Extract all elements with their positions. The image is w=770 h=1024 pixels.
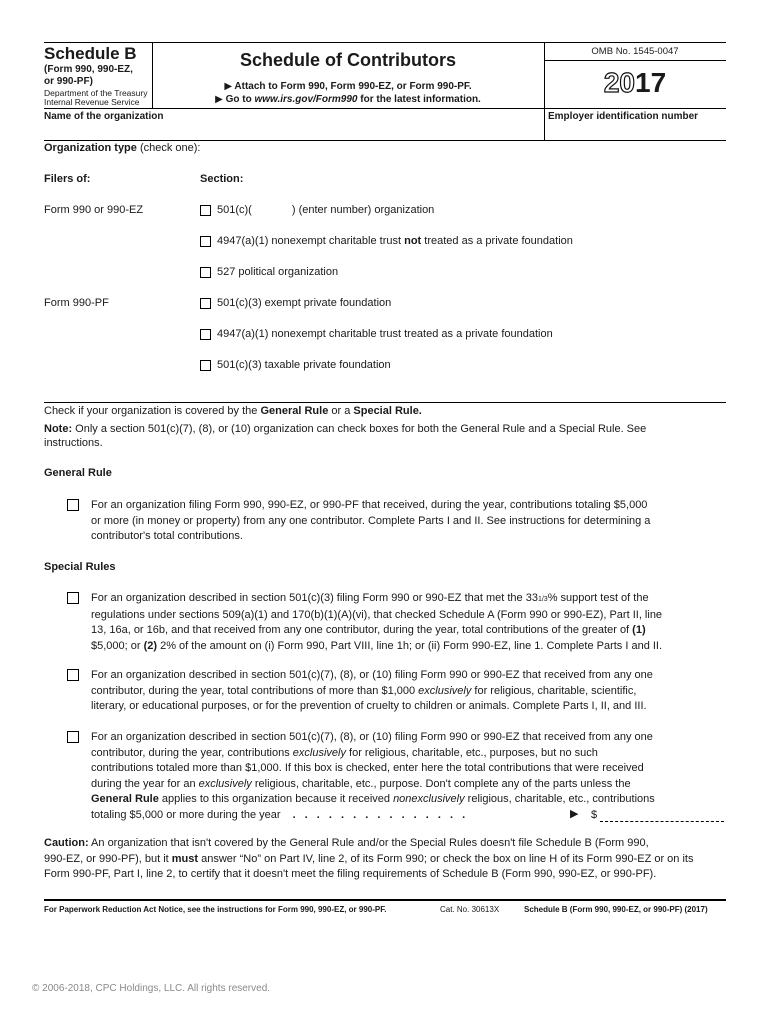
section-header: Section:: [200, 173, 244, 185]
dept-line2: Internal Revenue Service: [44, 97, 140, 107]
form-ref-line1: (Form 990, 990-EZ,: [44, 64, 133, 75]
form-ref-line2: or 990-PF): [44, 76, 93, 87]
ein-divider: [544, 108, 545, 140]
checkbox-special-rule-3[interactable]: [67, 731, 79, 743]
special-rules-heading: Special Rules: [44, 561, 116, 573]
omb-number: OMB No. 1545-0047: [591, 46, 679, 57]
checkbox-501c[interactable]: [200, 205, 211, 216]
checkbox-4947-not-pf[interactable]: [200, 236, 211, 247]
org-name-label: Name of the organization: [44, 111, 164, 122]
option-527-label: 527 political organization: [217, 266, 339, 278]
special-rule-1-text: For an organization described in section 501(c)(3) filing Form 990 or 990-EZ that met the 331/3% support test of the regulations under sections 509(a)(1) and 170(b)(1)(A)(vi), that checked Schedule A (Form 990 or 990-EZ), Part II, line 13, 16a, or 16b, and that received from any one contributor, during the year, total contributions of the greater of (1) $5,000; or (2) 2% of the amount on (i) Form 990, Part VIII, line 1h; or (ii) Form 990-EZ, line 1. Complete Parts I and II.: [91, 592, 663, 652]
arrow-icon: ▶: [570, 808, 579, 820]
option-501c3-taxable-pf-label: 501(c)(3) taxable private foundation: [217, 359, 391, 371]
filer-990pf: Form 990-PF: [44, 297, 109, 309]
header-bottom-rule: [44, 108, 726, 109]
checkbox-527[interactable]: [200, 267, 211, 278]
option-4947-pf-label: 4947(a)(1) nonexempt charitable trust treated as a private foundation: [217, 328, 553, 340]
option-501c3-exempt-pf-label: 501(c)(3) exempt private foundation: [217, 297, 392, 309]
general-rule-heading: General Rule: [44, 467, 112, 479]
checkbox-4947-pf[interactable]: [200, 329, 211, 340]
tax-year: 2017: [603, 67, 667, 98]
checkbox-general-rule[interactable]: [67, 499, 79, 511]
rules-intro: Check if your organization is covered by the General Rule or a Special Rule.: [44, 405, 422, 417]
filer-990: Form 990 or 990-EZ: [44, 204, 144, 216]
checkbox-501c3-taxable-pf[interactable]: [200, 360, 211, 371]
copyright-notice: © 2006-2018, CPC Holdings, LLC. All rights reserved.: [32, 983, 271, 994]
paperwork-notice: For Paperwork Reduction Act Notice, see the instructions for Form 990, 990-EZ, or 990-PF.: [44, 905, 387, 914]
option-4947-not-pf-label: 4947(a)(1) nonexempt charitable trust not treated as a private foundation: [217, 235, 573, 247]
caution-text: Caution: An organization that isn't covered by the General Rule and/or the Special Rules doesn't file Schedule B (Form 990, 990-EZ, or 990-PF), but it must answer “No” on Part IV, line 2, of its Form 990; or check the box on line H of its Form 990-EZ or on its Form 990-PF, Part I, line 2, to certify that it doesn't meet the filing requirements of Schedule B (Form 990, 990-EZ, or 990-PF).: [44, 837, 694, 880]
omb-rule: [544, 60, 726, 61]
dept-line1: Department of the Treasury: [44, 88, 148, 98]
ein-field[interactable]: [548, 124, 724, 138]
checkbox-special-rule-2[interactable]: [67, 669, 79, 681]
goto-instruction: ▶ Go to www.irs.gov/Form990 for the latest information.: [215, 94, 481, 105]
top-rule: [44, 42, 726, 43]
checkbox-special-rule-1[interactable]: [67, 592, 79, 604]
catalog-number: Cat. No. 30613X: [440, 905, 500, 914]
dollar-sign: $: [591, 809, 598, 821]
attach-instruction: ▶ Attach to Form 990, Form 990-EZ, or Form 990-PF.: [224, 81, 472, 92]
special-rule-2-text: For an organization described in section 501(c)(7), (8), or (10) filing Form 990 or 990-EZ that received from any one contributor, during the year, total contributions of more than $1,000 exclusively for religious, charitable, scientific, literary, or educational purposes, or for the prevention of cruelty to children or animals. Complete Parts I, II, and III.: [91, 669, 653, 712]
ein-label: Employer identification number: [548, 111, 699, 122]
footer-schedule-ref: Schedule B (Form 990, 990-EZ, or 990-PF) (2017): [524, 905, 708, 914]
checkbox-501c3-exempt-pf[interactable]: [200, 298, 211, 309]
org-name-field[interactable]: [46, 124, 542, 138]
irs-url[interactable]: www.irs.gov/Form990: [254, 94, 358, 105]
schedule-label: Schedule B: [44, 44, 137, 63]
filers-header: Filers of:: [44, 173, 91, 185]
special-rule-3-text: For an organization described in section 501(c)(7), (8), or (10) filing Form 990 or 990-EZ that received from any one contributor, during the year, contributions exclusively for religious, charitable, etc., purposes, but no such contributions totaled more than $1,000. If this box is checked, enter here the total contributions that were received during the year for an exclusively religious, charitable, etc., purpose. Don't complete any of the parts unless the General Rule applies to this organization because it received nonexclusively religious, charitable, etc., contributions totaling $5,000 or more during the year . . . . . . . . . . . . . . .: [91, 731, 655, 821]
general-rule-text: For an organization filing Form 990, 990-EZ, or 990-PF that received, during the year, contributions totaling $5,000 or more (in money or property) from any one contributor. Complete Parts I and II. See instructions for determining a contributor's total contributions.: [91, 499, 651, 542]
org-type-bottom-rule: [44, 402, 726, 403]
org-type-label: Organization type (check one):: [44, 142, 201, 154]
total-contributions-field[interactable]: [600, 808, 724, 822]
form-title: Schedule of Contributors: [240, 50, 456, 70]
rules-note-line2: instructions.: [44, 437, 103, 449]
footer-rule: [44, 899, 726, 901]
rules-note: Note: Only a section 501(c)(7), (8), or (10) organization can check boxes for both the General Rule and a Special Rule. See: [44, 423, 647, 435]
option-501c-label: 501(c)( ) (enter number) organization: [217, 204, 435, 216]
